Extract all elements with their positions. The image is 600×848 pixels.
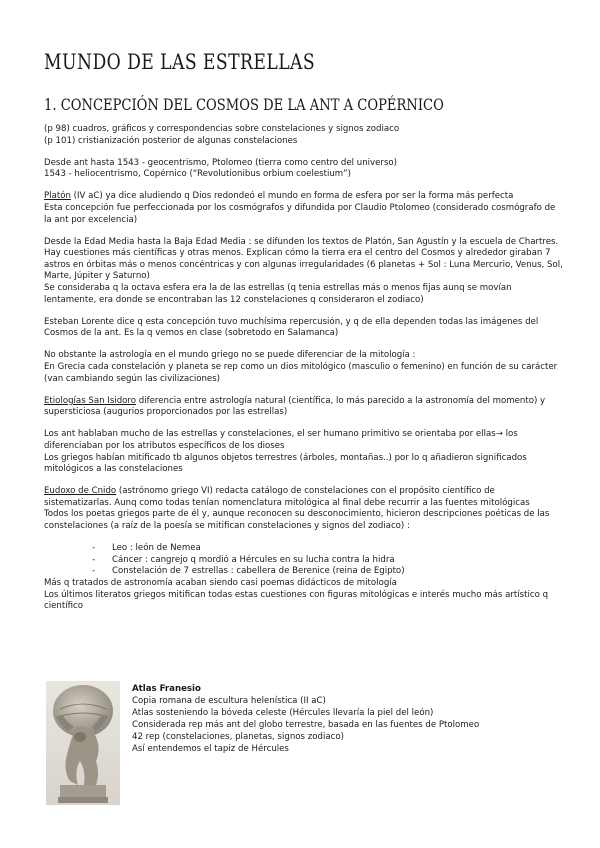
- chronology-line: Desde ant hasta 1543 - geocentrismo, Ptolomeo (tierra como centro del universo): [44, 157, 398, 168]
- page-title: MUNDO DE LAS ESTRELLAS: [44, 50, 316, 74]
- plato-text-2: Esta concepción fue perfeccionada por los cosmógrafos y difundida por Claudio Ptolomeo (considerado cosmógrafo de la ant por excelencia): [44, 202, 556, 225]
- reference-line: (p 98) cuadros, gráficos y correspondencias sobre constelaciones y signos zodiaco: [44, 124, 400, 134]
- poets-text: Todos los poetas griegos parte de él y, aunque reconocen su desconocimiento, hicieron descripciones poéticas de las constelaciones (a raíz de la poesía se mitifican constelaciones y signos del zodiaco) :: [44, 509, 550, 532]
- after-text: Más q tratados de astronomía acaban siendo casi poemas didácticos de mitología: [44, 577, 397, 588]
- caption-line: 42 rep (constelaciones, planetas, signos zodiaco): [132, 732, 344, 742]
- figure-caption: [132, 683, 479, 755]
- ancients-line: Los ant hablaban mucho de las estrellas y constelaciones, el ser humano primitivo se orientaba por ellas→ los diferenciaban por los atributos específicos de los dioses: [44, 429, 518, 451]
- greek-line: En Grecia cada constelación y planeta se rep como un dios mitológico (masculio o femenino) en función de su carácter (van cambiando según las civilizaciones): [44, 362, 558, 384]
- list-item: - Constelación de 7 estrellas : cabellera de Berenice (reina de Egipto): [44, 566, 564, 578]
- figure-title: Atlas Franesio: [132, 684, 201, 694]
- caption-line: Considerada rep más ant del globo terrestre, basada en las fuentes de Ptolomeo: [132, 720, 480, 730]
- plato-text: (IV aC) ya dice aludiendo q Dios redondeó el mundo en forma de esfera por ser la forma más perfecta: [70, 191, 514, 202]
- greek-paragraph: [44, 350, 564, 385]
- plato-name: Platón: [44, 191, 71, 202]
- eudoxo-text: (astrónomo griego VI) redacta catálogo de constelaciones con el propósito científico de sistematizarlas. Aunq como todas tenían nomenclatura mitológica al final debe recurrir a las fuentes mitológicas: [44, 486, 530, 508]
- isidoro-paragraph: [44, 396, 564, 419]
- list-item: - Cáncer : cangrejo q mordió a Hércules en su lucha contra la hidra: [44, 555, 564, 567]
- caption-line: Atlas sosteniendo la bóveda celeste (Hércules llevaría la piel del león): [132, 708, 434, 718]
- isidoro-text: diferencia entre astrología natural (científica, lo más parecido a la astronomía del momento) y supersticiosa (augurios proporcionados por las estrellas): [44, 395, 546, 418]
- eudoxo-name: Eudoxo de Cnido: [44, 486, 117, 497]
- references-paragraph: [44, 124, 564, 147]
- eighth-sphere-text: Se consideraba q la octava esfera era la de las estrellas (q tenia estrellas más o menos fijas aunq se movían lentamente, era donde se encontraban las 12 constelaciones q consideraron el zodiaco): [44, 283, 512, 305]
- document-body: [44, 124, 564, 623]
- list-item: - Leo : león de Nemea: [44, 543, 564, 555]
- chronology-line: 1543 - heliocentrismo, Copérnico (“Revolutionibus orbium coelestium”): [44, 169, 351, 180]
- chronology-paragraph: [44, 158, 564, 181]
- constellation-list: [44, 543, 564, 578]
- ancients-paragraph: [44, 429, 564, 475]
- isidoro-name: Etiologías San Isidoro: [44, 395, 137, 406]
- middle-ages-paragraph: [44, 237, 564, 307]
- eudoxo-paragraph: [44, 486, 564, 532]
- section-heading: 1. CONCEPCIÓN DEL COSMOS DE LA ANT A COPÉRNICO: [44, 95, 444, 114]
- ancients-line: Los griegos habían mitificado tb algunos objetos terrestres (árboles, montañas..) por lo q añadieron significados mitológicos a las constelaciones: [44, 452, 527, 475]
- after-text-2: Los últimos literatos griegos mitifican todas estas cuestiones con figuras mitológicas e interés mucho más artístico q científico: [44, 589, 549, 612]
- caption-line: Copia romana de escultura helenística (II aC): [132, 696, 326, 706]
- lorente-paragraph: Esteban Lorente dice q esta concepción tuvo muchísima repercusión, y q de ella dependen todas las imágenes del Cosmos de la ant. Es la q vemos en clase (sobretodo en Salamanca): [44, 316, 539, 339]
- plato-paragraph: [44, 191, 564, 226]
- atlas-sculpture-photo: [46, 681, 120, 805]
- reference-line: (p 101) cristianización posterior de algunas constelaciones: [44, 135, 298, 146]
- greek-line: No obstante la astrología en el mundo griego no se puede diferenciar de la mitología :: [44, 350, 416, 361]
- caption-line: Así entendemos el tapiz de Hércules: [132, 744, 289, 754]
- middle-ages-text: Desde la Edad Media hasta la Baja Edad Media : se difunden los textos de Platón, San Agustín y la escuela de Chartres. Hay cuestiones más científicas y otras menos. Explican cómo la tierra era el centro del Cosmos y alrededor giraban 7 astros en órbitas más o menos concéntricas y con algunas irregularidades (6 planetas + Sol : Luna Mercurio, Venus, Sol, Marte, Júpiter y Saturno): [44, 236, 563, 282]
